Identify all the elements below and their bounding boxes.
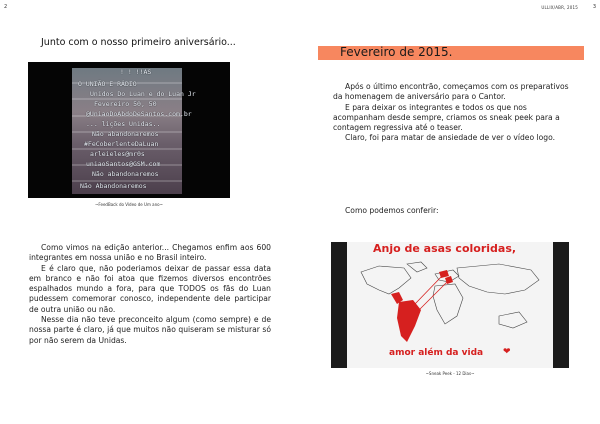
video-line: uniaoSantos@GSM.com <box>86 160 161 168</box>
video-line: Não Abandonaremos <box>80 182 147 190</box>
left-section-title: Junto com o nosso primeiro aniversário... <box>41 37 236 48</box>
issue-label: ULLIX/ABR, 2015 <box>541 5 578 10</box>
world-map-icon <box>349 258 551 348</box>
video-line: Fevereiro 50, 50 <box>94 100 157 108</box>
sneak-peek-subtitle: amor além da vida <box>389 348 484 358</box>
right-paragraph: Após o último encontrão, começamos com os preparativos da homenagem de aniversário para o Cantor. <box>333 82 569 102</box>
date-banner <box>318 46 584 60</box>
video-frame-content <box>72 68 196 194</box>
heart-icon: ❤ <box>503 347 511 357</box>
video-line: ! ! !!AS <box>120 68 152 76</box>
banner-title: Fevereiro de 2015. <box>340 45 453 59</box>
left-paragraph: Como vimos na edição anterior... Chegamos enfim aos 600 integrantes em nossa união e no Brasil inteiro. <box>29 243 271 263</box>
video-line: Não abandonaremos <box>92 170 159 178</box>
left-paragraph: E é claro que, não poderiamos deixar de passar essa data em branco e não foi atoa que fizemos diversos encontrões espalhados mundo a fora, para que TODOS os fãs do Luan pudessem comemorar conosco, independente dele participar de outra união ou não. <box>29 263 271 314</box>
right-paragraph: E para deixar os integrantes e todos os que nos acompanham desde sempre, criamos os sneak peek para a contagem regressiva até o teaser. <box>333 102 560 133</box>
page-number-right: 3 <box>592 4 596 10</box>
page-number-left: 2 <box>4 4 8 10</box>
video-caption: ~FeedBack do Vídeo de Um ano~ <box>95 202 163 207</box>
conferir-text: Como podemos conferir: <box>345 206 439 215</box>
video-line: O UNIÃO E RÁDIO <box>78 80 137 88</box>
video-line: #FeCoberlenteDaLuan <box>84 140 159 148</box>
left-body-text <box>29 243 271 346</box>
right-body-text <box>333 82 569 144</box>
sneak-peek-caption: ~Sneak Peek - 12 Dias~ <box>425 371 475 376</box>
video-line: ... lições Unidas.. <box>86 120 161 128</box>
left-paragraph: Nesse dia não teve preconceito algum (como sempre) e de nossa parte é claro, já que muitos não quiseram se misturar só por não serem da Unidas. <box>29 315 271 345</box>
sneak-peek-image <box>331 242 569 368</box>
video-line: arleieles@mr0s <box>90 150 145 158</box>
video-line: Unidos Do Luan e do Luan Jr <box>90 90 196 98</box>
video-line: @UniaoDoAbdoDeSantos.com.br <box>86 110 192 118</box>
video-line: Não abandonaremos <box>92 130 159 138</box>
sneak-peek-title: Anjo de asas coloridas, <box>373 242 517 255</box>
video-feedback-image <box>28 62 230 198</box>
right-paragraph: Claro, foi para matar de ansiedade de ver o vídeo logo. <box>345 133 556 143</box>
